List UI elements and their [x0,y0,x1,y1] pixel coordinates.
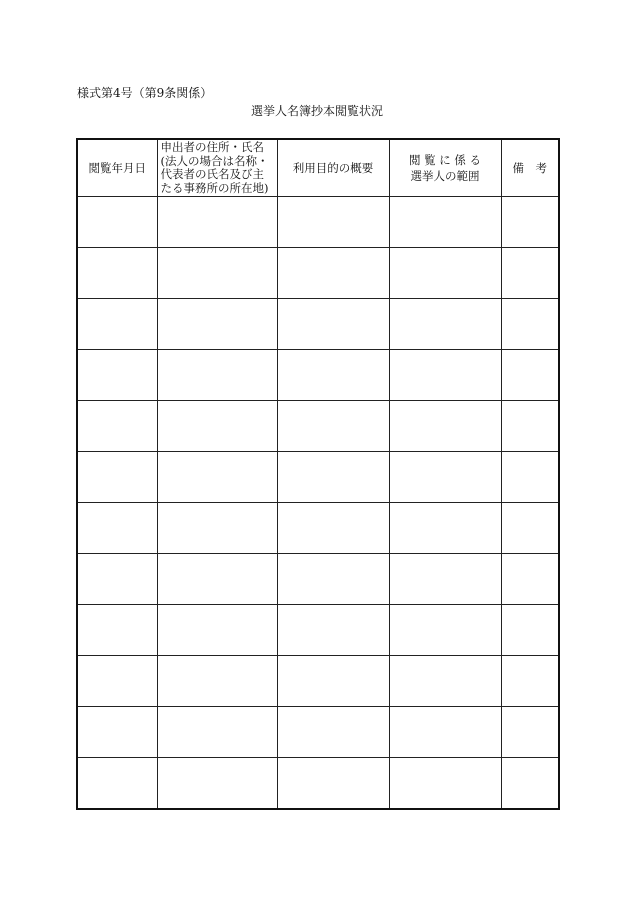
cell-inspection-date [77,656,157,707]
cell-voter-scope [389,299,501,350]
table-row [77,707,559,758]
header-purpose-summary: 利用目的の概要 [277,139,389,197]
cell-purpose [277,605,389,656]
cell-voter-scope [389,401,501,452]
cell-voter-scope [389,350,501,401]
cell-remarks [501,707,559,758]
cell-applicant [157,197,277,248]
cell-purpose [277,707,389,758]
cell-remarks [501,605,559,656]
cell-applicant [157,707,277,758]
cell-applicant [157,758,277,810]
cell-remarks [501,401,559,452]
cell-purpose [277,248,389,299]
table-row [77,503,559,554]
cell-applicant [157,554,277,605]
table-row [77,554,559,605]
header-voter-scope [389,139,501,197]
cell-voter-scope [389,503,501,554]
cell-inspection-date [77,197,157,248]
cell-inspection-date [77,452,157,503]
header-applicant-text: 申出者の住所・氏名 (法人の場合は名称・ 代表者の氏名及び主 たる事務所の所在地) [160,140,269,195]
cell-applicant [157,401,277,452]
cell-voter-scope [389,605,501,656]
cell-purpose [277,401,389,452]
cell-remarks [501,452,559,503]
table-row [77,758,559,810]
cell-remarks [501,758,559,810]
cell-remarks [501,248,559,299]
cell-voter-scope [389,707,501,758]
cell-voter-scope [389,197,501,248]
header-row [77,139,559,197]
cell-remarks [501,350,559,401]
cell-inspection-date [77,248,157,299]
cell-applicant [157,299,277,350]
cell-applicant [157,656,277,707]
table-row [77,350,559,401]
cell-inspection-date [77,503,157,554]
cell-purpose [277,299,389,350]
table-row [77,401,559,452]
table-row [77,656,559,707]
cell-applicant [157,503,277,554]
table-row [77,248,559,299]
table-row [77,452,559,503]
cell-applicant [157,248,277,299]
table-row [77,299,559,350]
cell-inspection-date [77,758,157,810]
cell-remarks [501,554,559,605]
form-number: 様式第4号（第9条関係） [77,86,213,100]
cell-inspection-date [77,299,157,350]
cell-remarks [501,197,559,248]
cell-purpose [277,656,389,707]
cell-inspection-date [77,707,157,758]
cell-voter-scope [389,656,501,707]
inspection-record-table [76,138,560,810]
cell-remarks [501,656,559,707]
cell-voter-scope [389,758,501,810]
cell-purpose [277,452,389,503]
header-applicant-address-name [157,139,277,197]
cell-voter-scope [389,554,501,605]
cell-voter-scope [389,248,501,299]
cell-remarks [501,503,559,554]
cell-inspection-date [77,605,157,656]
cell-purpose [277,503,389,554]
cell-inspection-date [77,554,157,605]
form-title: 選挙人名簿抄本閲覧状況 [250,104,383,118]
header-inspection-date: 閲覧年月日 [77,139,157,197]
header-remarks: 備 考 [501,139,559,197]
cell-remarks [501,299,559,350]
cell-inspection-date [77,350,157,401]
header-voter-scope-text: 閲 覧 に 係 る 選挙人の範囲 [408,153,482,183]
cell-voter-scope [389,452,501,503]
cell-purpose [277,350,389,401]
table-body [77,197,559,810]
cell-applicant [157,605,277,656]
cell-purpose [277,197,389,248]
cell-inspection-date [77,401,157,452]
cell-applicant [157,350,277,401]
table-row [77,605,559,656]
table-row [77,197,559,248]
cell-purpose [277,758,389,810]
cell-applicant [157,452,277,503]
cell-purpose [277,554,389,605]
